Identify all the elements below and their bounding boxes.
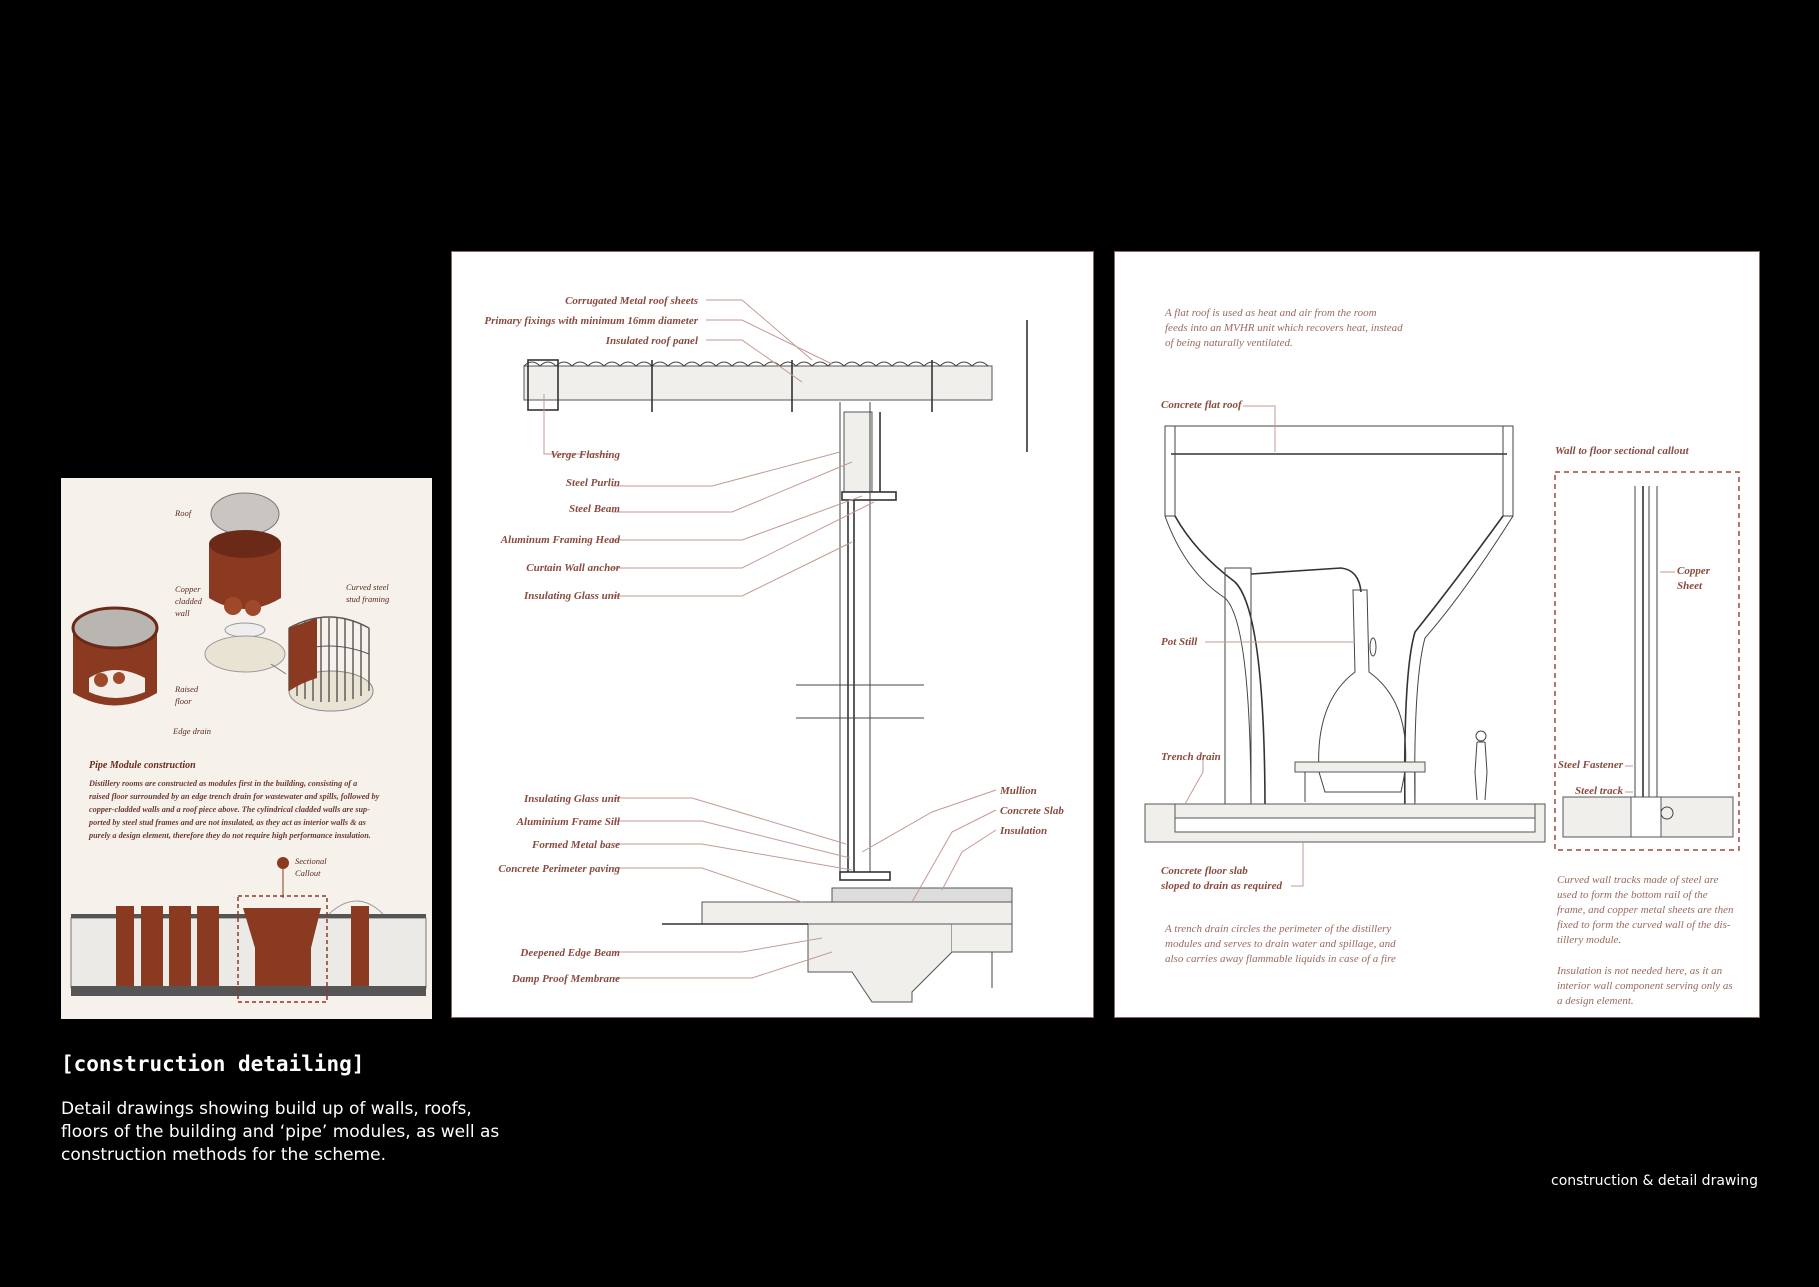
label-formed-metal-base: Formed Metal base <box>532 839 620 851</box>
raised-floor-label-2: floor <box>175 696 192 706</box>
label-aluminum-framing-head: Aluminum Framing Head <box>500 534 620 546</box>
pipe-body-line-4: ported by steel stud frames and are not insulated, as they act as interior walls & as <box>89 818 366 827</box>
raised-floor-disc <box>205 636 285 672</box>
note-top-2: feeds into an MVHR unit which recovers heat, instead <box>1165 322 1403 334</box>
label-floor-slab-1: Concrete floor slab <box>1161 865 1248 877</box>
note-right-1-line-1: Curved wall tracks made of steel are <box>1557 874 1719 886</box>
edge-drain-label: Edge drain <box>173 726 212 736</box>
right-leaders <box>862 790 996 902</box>
note-bottom-1: A trench drain circles the perimeter of the distillery <box>1165 923 1392 935</box>
label-insulating-glass-bottom: Insulating Glass unit <box>524 793 620 805</box>
concrete-slab <box>702 902 1012 924</box>
note-right-1-line-2: used to form the bottom rail of the <box>1557 889 1708 901</box>
wall-section-drawing <box>452 252 1095 1019</box>
label-curtain-wall-anchor: Curtain Wall anchor <box>526 562 620 574</box>
label-concrete-perimeter-paving: Concrete Perimeter paving <box>498 863 620 875</box>
building-section <box>71 896 426 1002</box>
label-steel-purlin: Steel Purlin <box>565 477 620 489</box>
label-primary-fixings: Primary fixings with minimum 16mm diameter <box>484 315 698 327</box>
note-top-3: of being naturally ventilated. <box>1165 337 1293 349</box>
pipe-module-panel <box>61 478 432 1019</box>
label-verge-flashing: Verge Flashing <box>550 449 620 461</box>
label-deepened-edge-beam: Deepened Edge Beam <box>520 947 620 959</box>
note-right-1-line-5: tillery module. <box>1557 934 1622 946</box>
steel-stud-framing <box>289 617 373 711</box>
human-figure <box>1475 731 1487 800</box>
note-bottom-3: also carries away flammable liquids in case of a fire <box>1165 953 1396 965</box>
page-description: Detail drawings showing build up of walls, roofs, floors of the building and ‘pipe’ modules, as well as construction methods for the scheme. <box>61 1099 500 1165</box>
copper-wall-label-1: Copper <box>175 584 201 594</box>
sectional-callout-label-2: Callout <box>295 868 321 878</box>
raised-floor-label-1: Raised <box>175 684 199 694</box>
page-title: [construction detailing] <box>61 1052 365 1076</box>
label-pot-still: Pot Still <box>1161 636 1198 648</box>
steel-framing-label-1: Curved steel <box>346 582 389 592</box>
label-insulated-roof-panel: Insulated roof panel <box>605 335 698 347</box>
pipe-module-drawing <box>61 478 432 1019</box>
label-aluminium-frame-sill: Aluminium Frame Sill <box>516 816 620 828</box>
label-insulating-glass-top: Insulating Glass unit <box>524 590 620 602</box>
label-mullion: Mullion <box>1000 785 1037 797</box>
label-concrete-flat-roof: Concrete flat roof <box>1161 399 1242 411</box>
label-steel-beam: Steel Beam <box>568 503 620 515</box>
left-leaders <box>544 300 874 978</box>
pot-still-drawing <box>1115 252 1761 1019</box>
page-footer: construction & detail drawing <box>1551 1173 1758 1189</box>
pipe-body-line-2: raised floor surrounded by an edge trench drain for wastewater and spills, followed by <box>89 792 380 801</box>
pipe-body-line-1: Distillery rooms are constructed as modules first in the building, consisting of a <box>89 779 358 788</box>
pot-still-panel <box>1114 251 1760 1018</box>
note-right-1-line-4: fixed to form the curved wall of the dis- <box>1557 919 1731 931</box>
note-top-1: A flat roof is used as heat and air from the room <box>1165 307 1377 319</box>
label-concrete-slab: Concrete Slab <box>1000 805 1064 817</box>
label-damp-proof-membrane: Damp Proof Membrane <box>511 973 620 985</box>
pot-still <box>1225 568 1425 812</box>
roof-disc <box>211 493 279 535</box>
label-trench-drain: Trench drain <box>1161 751 1221 763</box>
copper-wall-label-3: wall <box>175 608 190 618</box>
roof-label: Roof <box>175 508 192 518</box>
pipe-module-heading: Pipe Module construction <box>89 760 196 771</box>
callout-marker <box>277 857 289 869</box>
label-floor-slab-2: sloped to drain as required <box>1161 880 1283 892</box>
insulation-layer <box>832 888 1012 902</box>
pipe-body-line-3: copper-cladded walls and a roof piece above. The cylindrical cladded walls are sup- <box>89 805 370 814</box>
label-copper-sheet-1: Copper <box>1677 565 1710 577</box>
note-bottom-2: modules and serves to drain water and spillage, and <box>1165 938 1396 950</box>
note-right-2-line-2: interior wall component serving only as <box>1557 980 1733 992</box>
label-corrugated-roof: Corrugated Metal roof sheets <box>565 295 698 307</box>
sectional-callout-label-1: Sectional <box>295 856 327 866</box>
label-steel-track: Steel track <box>1575 785 1623 797</box>
pipe-body-line-5: purely a design element, therefore they do not require high performance insulation. <box>89 831 371 840</box>
aluminium-sill <box>840 872 890 880</box>
label-copper-sheet-2: Sheet <box>1677 580 1703 592</box>
callout-title: Wall to floor sectional callout <box>1555 445 1689 457</box>
note-right-2-line-3: a design element. <box>1557 995 1634 1007</box>
edge-beam <box>808 924 952 1002</box>
note-right-2-line-1: Insulation is not needed here, as it an <box>1557 965 1723 977</box>
insulated-roof-panel <box>524 320 1027 452</box>
steel-framing-label-2: stud framing <box>346 594 390 604</box>
label-insulation: Insulation <box>1000 825 1048 837</box>
wall-section-panel <box>451 251 1094 1018</box>
label-steel-fastener: Steel Fastener <box>1557 759 1623 771</box>
steel-beam <box>844 412 872 492</box>
note-right-1-line-3: frame, and copper metal sheets are then <box>1557 904 1734 916</box>
copper-wall-label-2: cladded <box>175 596 202 606</box>
